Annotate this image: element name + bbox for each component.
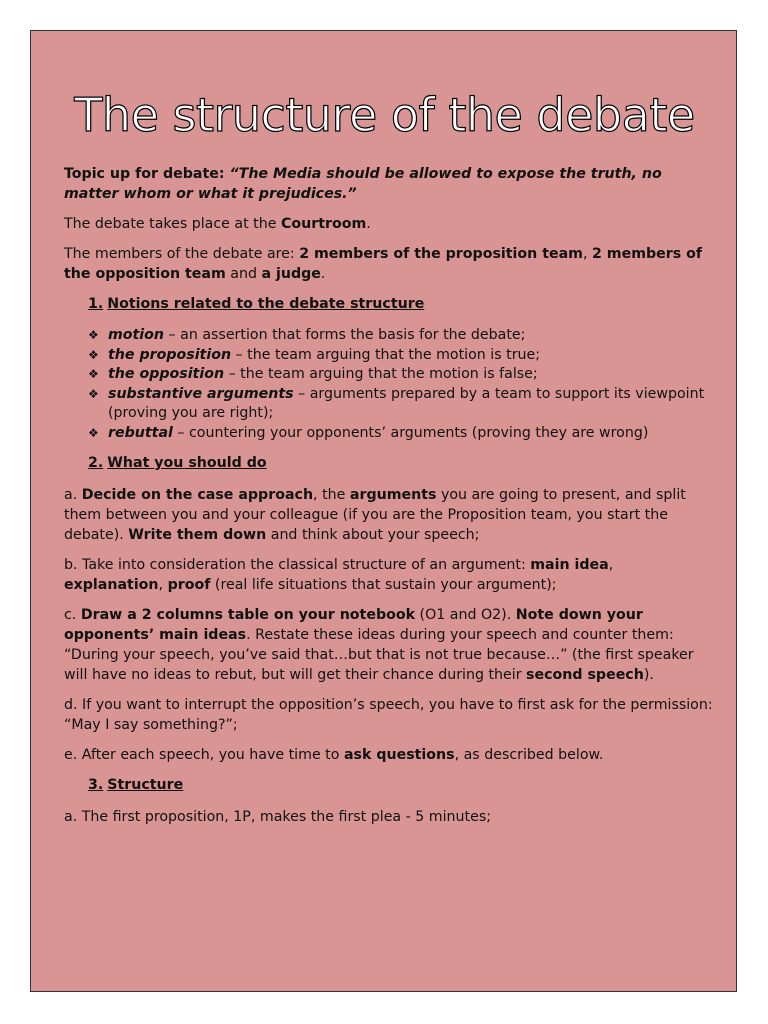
section-heading-what-to-do: 2. What you should do	[88, 455, 267, 471]
document-body	[64, 164, 714, 837]
page-title: The structure of the debate	[74, 88, 695, 142]
topic-text: “The Media should be allowed to expose the truth, no matter whom or what it prejudices.”	[64, 166, 662, 202]
instruction-b: b. Take into consideration the classical structure of an argument: main idea, explanation, proof (real life situations that sustain your argument);	[64, 557, 614, 593]
instruction-d: d. If you want to interrupt the opposition’s speech, you have to first ask for the permission: “May I say something?”;	[64, 697, 713, 733]
venue-place: Courtroom	[280, 216, 367, 232]
venue-paragraph: The debate takes place at the Courtroom.	[64, 216, 371, 232]
diamond-bullet-icon: ❖	[88, 328, 99, 342]
members-proposition: 2 members of the proposition team	[299, 246, 583, 262]
instruction-c: c. Draw a 2 columns table on your notebook (O1 and O2). Note down your opponents’ main ideas. Restate these ideas during your speech and counter them: “During your speech, you’ve said that…but that is not true because…” (the first speaker will have no ideas to rebut, but will get their chance during their second speech).	[64, 607, 694, 683]
list-item: ❖ substantive arguments – arguments prepared by a team to support its viewpoint (proving you are right);	[88, 385, 705, 421]
diamond-bullet-icon: ❖	[88, 367, 99, 381]
instruction-e: e. After each speech, you have time to ask questions, as described below.	[64, 747, 604, 763]
section-heading-structure: 3. Structure	[88, 777, 184, 793]
members-judge: a judge	[261, 266, 321, 282]
section-heading-notions: 1. Notions related to the debate structure	[88, 296, 425, 312]
notions-list	[64, 326, 714, 443]
document-page	[30, 30, 737, 992]
topic-label: Topic up for debate	[64, 166, 219, 182]
list-item: ❖ rebuttal – countering your opponents’ arguments (proving they are wrong)	[88, 424, 714, 444]
diamond-bullet-icon: ❖	[88, 425, 99, 440]
list-item: ❖ motion – an assertion that forms the basis for the debate;	[88, 326, 714, 346]
debate-topic: Topic up for debate: “The Media should be allowed to expose the truth, no matter whom or what it prejudices.”	[64, 166, 662, 202]
list-item: ❖ the proposition – the team arguing that the motion is true;	[88, 346, 714, 366]
members-paragraph: The members of the debate are: 2 members of the proposition team, 2 members of the opposition team and a judge.	[64, 246, 703, 282]
members-opposition: 2 members of the opposition team	[64, 246, 703, 282]
list-item: ❖ the opposition – the team arguing that the motion is false;	[88, 365, 714, 385]
diamond-bullet-icon: ❖	[88, 386, 99, 401]
instruction-a: a. Decide on the case approach, the arguments you are going to present, and split them between you and your colleague (if you are the Proposition team, you start the debate). Write them down and think about your speech;	[64, 487, 686, 543]
structure-a: a. The first proposition, 1P, makes the first plea - 5 minutes;	[64, 809, 492, 825]
diamond-bullet-icon: ❖	[88, 347, 99, 362]
